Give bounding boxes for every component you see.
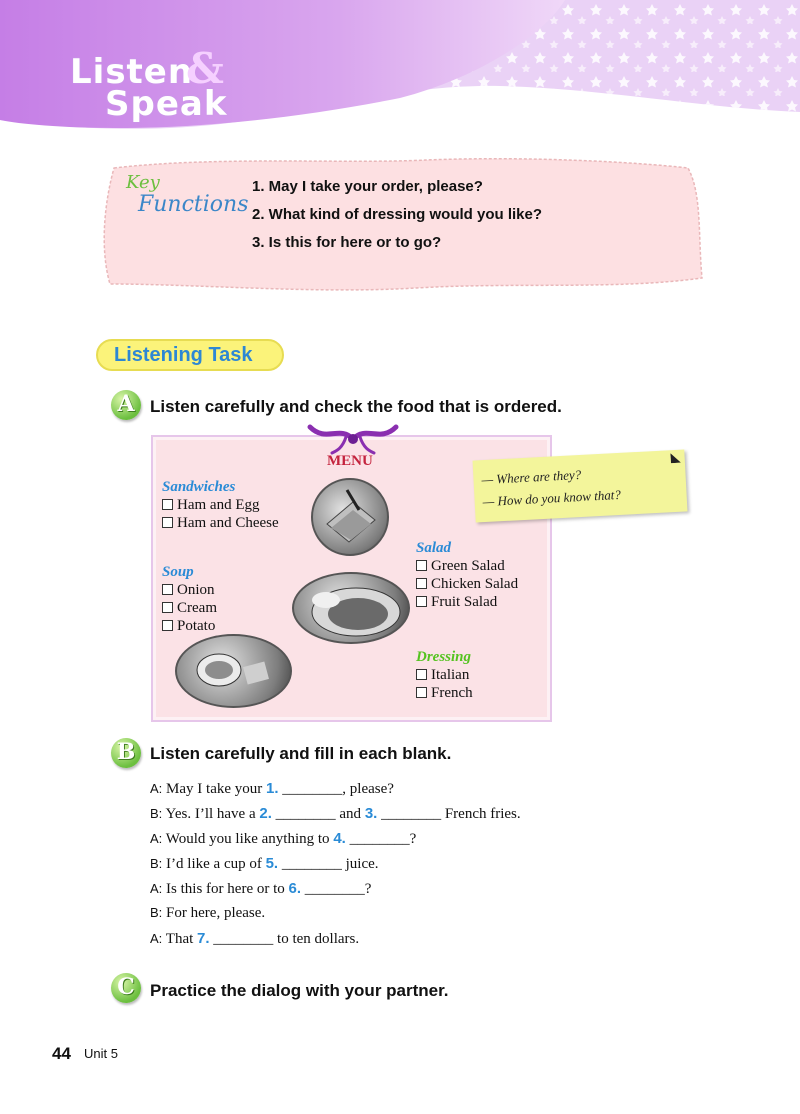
section-c-letter: C (117, 974, 135, 1000)
section-b-letter: B (116, 739, 136, 765)
checkbox-icon[interactable] (416, 578, 427, 589)
menu-category-salad: Salad (416, 540, 452, 556)
key-functions-label-key: Key (126, 172, 160, 193)
note-question-2: — How do you know that? (482, 486, 622, 510)
menu-item-checkbox[interactable] (162, 618, 215, 635)
section-c-icon (111, 973, 141, 1003)
menu-category-sandwiches: Sandwiches (162, 479, 236, 495)
dialog-line: B: I’d like a cup of 5. ________ juice. (150, 855, 379, 872)
key-functions-list (252, 178, 542, 262)
checkbox-icon[interactable] (416, 596, 427, 607)
section-c-instruction: Practice the dialog with your partner. (150, 981, 449, 1000)
key-function-item: 3. Is this for here or to go? (252, 234, 442, 251)
header-title-speak: Speak (105, 84, 228, 124)
salad-photo (292, 572, 410, 644)
section-b-instruction: Listen carefully and fill in each blank. (150, 744, 452, 763)
dialog-line: A: May I take your 1. ________, please? (150, 780, 394, 797)
checkbox-icon[interactable] (162, 620, 173, 631)
menu-item-checkbox[interactable] (162, 515, 279, 532)
header-title-ampersand: & (186, 44, 224, 93)
menu-item-label: Cream (177, 600, 217, 616)
discussion-sticky-note (473, 449, 688, 522)
page-header (0, 0, 800, 135)
menu-category-soup: Soup (162, 564, 194, 580)
checkbox-icon[interactable] (162, 499, 173, 510)
corner-triangle-icon (670, 453, 681, 464)
header-title-listen: Listen (70, 52, 194, 92)
page-number: 44 (52, 1044, 71, 1063)
soup-photo (175, 634, 292, 708)
section-b-icon (111, 738, 141, 768)
menu-item-checkbox[interactable] (162, 497, 259, 514)
checkbox-icon[interactable] (162, 584, 173, 595)
menu-item-checkbox[interactable] (416, 576, 518, 593)
menu-item-checkbox[interactable] (162, 600, 217, 617)
menu-item-checkbox[interactable] (416, 594, 497, 611)
menu-item-checkbox[interactable] (416, 558, 505, 575)
menu-item-label: Ham and Cheese (177, 515, 279, 531)
checkbox-icon[interactable] (416, 687, 427, 698)
key-function-item: 2. What kind of dressing would you like? (252, 206, 543, 223)
key-functions-label-functions: Functions (138, 192, 249, 217)
dialog-line: B: For here, please. (150, 905, 266, 921)
menu-item-label: Fruit Salad (431, 594, 498, 610)
checkbox-icon[interactable] (162, 517, 173, 528)
unit-label: Unit 5 (84, 1046, 118, 1061)
section-a-instruction: Listen carefully and check the food that is ordered. (150, 397, 562, 416)
menu-item-checkbox[interactable] (416, 685, 473, 702)
menu-item-label: Potato (177, 618, 216, 634)
listening-task-banner (96, 339, 284, 371)
menu-item-label: Ham and Egg (177, 497, 260, 513)
menu-title: MENU (327, 453, 373, 469)
section-a-icon (111, 390, 141, 420)
checkbox-icon[interactable] (416, 669, 427, 680)
dialog-line: A: Is this for here or to 6. ________? (150, 880, 372, 897)
section-a-letter: A (117, 391, 135, 417)
note-question-1: — Where are they? (481, 466, 582, 488)
listening-task-label: Listening Task (114, 344, 253, 366)
checkbox-icon[interactable] (162, 602, 173, 613)
menu-item-label: Italian (431, 667, 470, 683)
sandwich-photo (311, 478, 389, 556)
dialog-line: B: Yes. I’ll have a 2. ________ and 3. ________ French fries. (150, 805, 521, 822)
checkbox-icon[interactable] (416, 560, 427, 571)
menu-item-label: French (431, 685, 473, 701)
menu-category-dressing: Dressing (416, 649, 472, 665)
menu-item-checkbox[interactable] (416, 667, 469, 684)
ribbon-ornament-icon (306, 421, 400, 455)
dialog-line: A: Would you like anything to 4. ________? (150, 830, 417, 847)
key-function-item: 1. May I take your order, please? (252, 178, 483, 195)
dialog-line: A: That 7. ________ to ten dollars. (150, 930, 360, 947)
menu-item-checkbox[interactable] (162, 582, 215, 599)
menu-item-label: Green Salad (431, 558, 505, 574)
menu-item-label: Onion (177, 582, 215, 598)
menu-item-label: Chicken Salad (431, 576, 519, 592)
